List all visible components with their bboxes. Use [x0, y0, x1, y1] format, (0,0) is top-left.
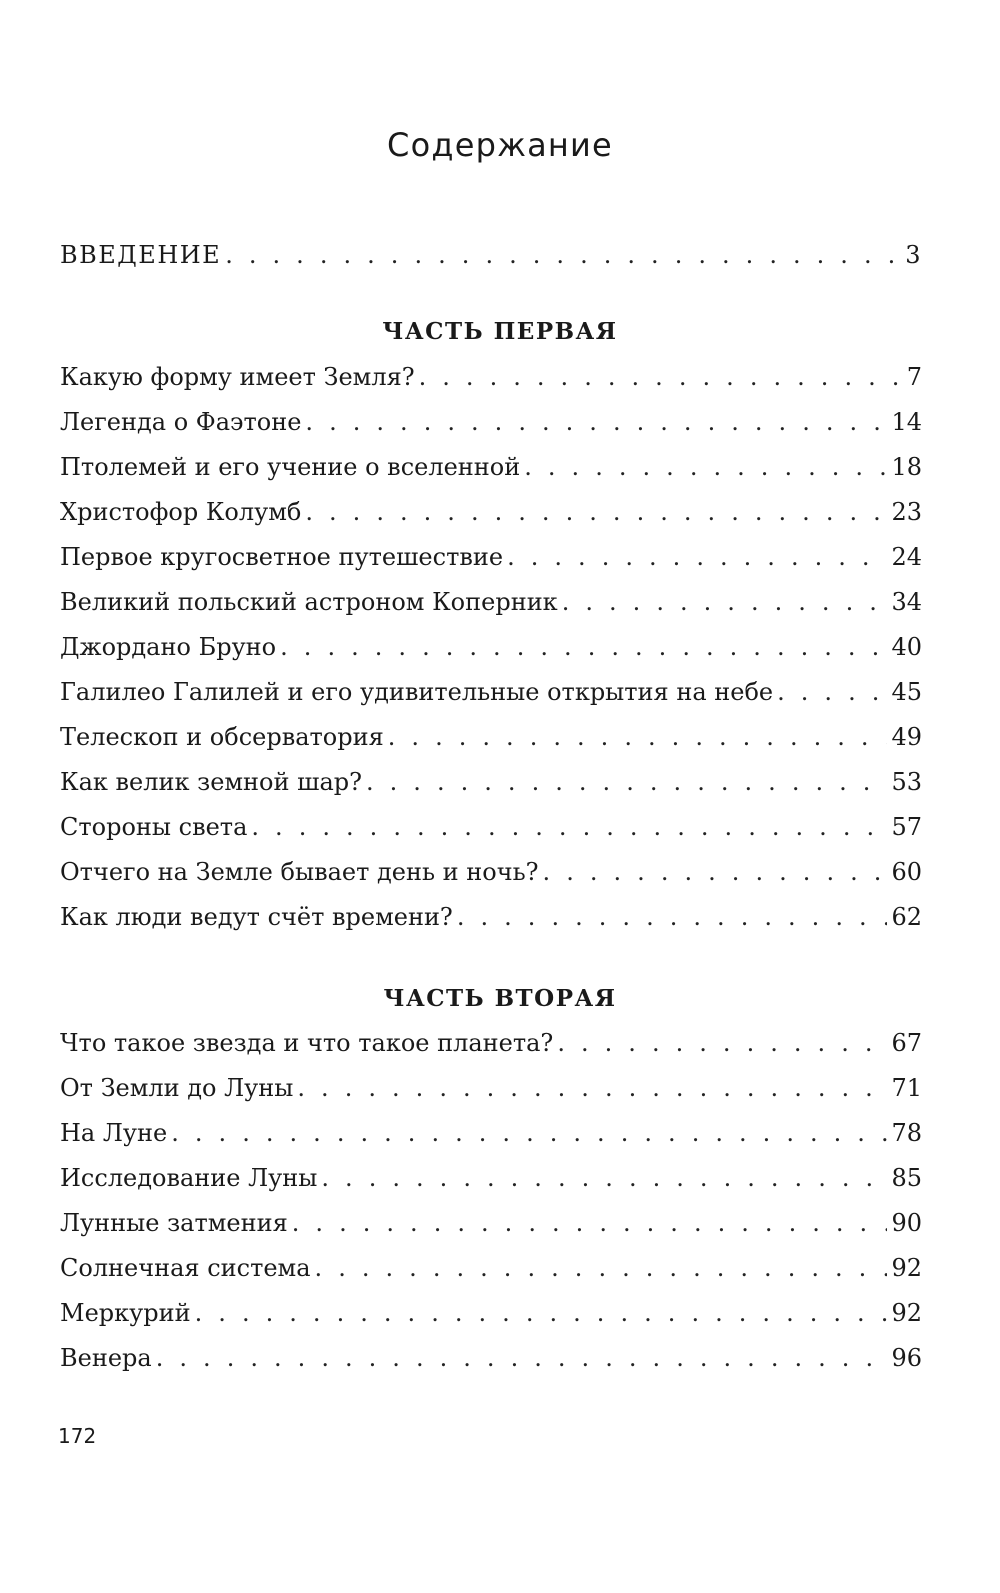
toc-entry-label: Первое кругосветное путешествие	[60, 543, 504, 571]
toc-entry-label: ВВЕДЕНИЕ	[60, 241, 222, 269]
toc-entry-label: Христофор Колумб	[60, 498, 302, 526]
page-number: 172	[58, 1424, 97, 1448]
dot-leader	[366, 767, 887, 797]
toc-entry-label: Как люди ведут счёт времени?	[60, 903, 453, 931]
dot-leader	[305, 407, 887, 437]
toc-entry[interactable]	[60, 407, 922, 437]
toc-entry-page: 49	[891, 723, 922, 751]
toc-entry-page: 18	[891, 453, 922, 481]
toc-entry-label: Отчего на Земле бывает день и ночь?	[60, 858, 539, 886]
toc-entry[interactable]	[60, 1118, 922, 1148]
toc-entry[interactable]	[60, 452, 922, 482]
toc-entry[interactable]	[60, 767, 922, 797]
toc-entry-page: 34	[891, 588, 922, 616]
dot-leader	[457, 902, 888, 932]
toc-entry-page: 60	[891, 858, 922, 886]
dot-leader	[297, 1073, 887, 1103]
dot-leader	[195, 1298, 888, 1328]
toc-entry-page: 92	[891, 1254, 922, 1282]
dot-leader	[507, 542, 887, 572]
toc-entry[interactable]	[60, 1028, 922, 1058]
toc-entry-page: 90	[891, 1209, 922, 1237]
toc-entry-label: Телескоп и обсерватория	[60, 723, 384, 751]
toc-entry[interactable]	[60, 722, 922, 752]
dot-leader	[305, 497, 887, 527]
toc-entry[interactable]	[60, 812, 922, 842]
toc-entry-page: 14	[891, 408, 922, 436]
dot-leader	[388, 722, 888, 752]
toc-entry-page: 24	[891, 543, 922, 571]
toc-entry-label: Венера	[60, 1344, 152, 1372]
part-one-heading: ЧАСТЬ ПЕРВАЯ	[382, 318, 618, 345]
toc-entry[interactable]	[60, 1343, 922, 1373]
dot-leader	[562, 587, 888, 617]
toc-entry-page: 85	[891, 1164, 922, 1192]
toc-entry-label: Исследование Луны	[60, 1164, 318, 1192]
toc-entry[interactable]	[60, 677, 922, 707]
toc-entry-page: 78	[891, 1119, 922, 1147]
toc-entry[interactable]	[60, 542, 922, 572]
toc-entry-label: Что такое звезда и что такое планета?	[60, 1029, 554, 1057]
dot-leader	[292, 1208, 888, 1238]
toc-entry-label: Какую форму имеет Земля?	[60, 363, 415, 391]
toc-entry[interactable]	[60, 857, 922, 887]
toc-entry-label: Птолемей и его учение о вселенной	[60, 453, 521, 481]
dot-leader	[321, 1163, 887, 1193]
toc-entry-label: Джордано Бруно	[60, 633, 277, 661]
toc-entry-label: От Земли до Луны	[60, 1074, 294, 1102]
toc-entry-label: Легенда о Фаэтоне	[60, 408, 302, 436]
toc-entry[interactable]	[60, 587, 922, 617]
dot-leader	[225, 240, 901, 270]
toc-entry[interactable]	[60, 1208, 922, 1238]
toc-entry-page: 7	[906, 363, 922, 391]
toc-entry-page: 23	[891, 498, 922, 526]
toc-entry-intro[interactable]	[60, 240, 922, 270]
toc-entry[interactable]	[60, 902, 922, 932]
toc-entry-page: 40	[891, 633, 922, 661]
toc-entry-page: 92	[891, 1299, 922, 1327]
toc-entry-label: Как велик земной шар?	[60, 768, 362, 796]
toc-entry-page: 57	[891, 813, 922, 841]
dot-leader	[419, 362, 903, 392]
dot-leader	[171, 1118, 887, 1148]
toc-entry[interactable]	[60, 362, 922, 392]
dot-leader	[524, 452, 887, 482]
toc-entry[interactable]	[60, 1163, 922, 1193]
dot-leader	[156, 1343, 888, 1373]
dot-leader	[315, 1253, 888, 1283]
toc-entry-label: Солнечная система	[60, 1254, 311, 1282]
toc-entry-page: 3	[905, 241, 922, 269]
toc-entry[interactable]	[60, 497, 922, 527]
page-title: Содержание	[387, 126, 613, 164]
dot-leader	[543, 857, 888, 887]
toc-entry-page: 62	[891, 903, 922, 931]
toc-entry[interactable]	[60, 632, 922, 662]
toc-entry[interactable]	[60, 1073, 922, 1103]
toc-entry-label: Великий польский астроном Коперник	[60, 588, 558, 616]
toc-entry-label: Лунные затмения	[60, 1209, 288, 1237]
dot-leader	[251, 812, 887, 842]
toc-entry-label: Меркурий	[60, 1299, 191, 1327]
part-two-heading: ЧАСТЬ ВТОРАЯ	[383, 985, 617, 1012]
toc-entry-label: Стороны света	[60, 813, 248, 841]
dot-leader	[557, 1028, 887, 1058]
dot-leader	[280, 632, 887, 662]
toc-entry[interactable]	[60, 1253, 922, 1283]
toc-entry-page: 67	[891, 1029, 922, 1057]
toc-entry-label: Галилео Галилей и его удивительные открытия на небе	[60, 678, 774, 706]
toc-entry-page: 96	[891, 1344, 922, 1372]
toc-entry-page: 45	[891, 678, 922, 706]
toc-entry[interactable]	[60, 1298, 922, 1328]
toc-entry-label: На Луне	[60, 1119, 168, 1147]
toc-entry-page: 53	[891, 768, 922, 796]
dot-leader	[777, 677, 887, 707]
toc-entry-page: 71	[891, 1074, 922, 1102]
